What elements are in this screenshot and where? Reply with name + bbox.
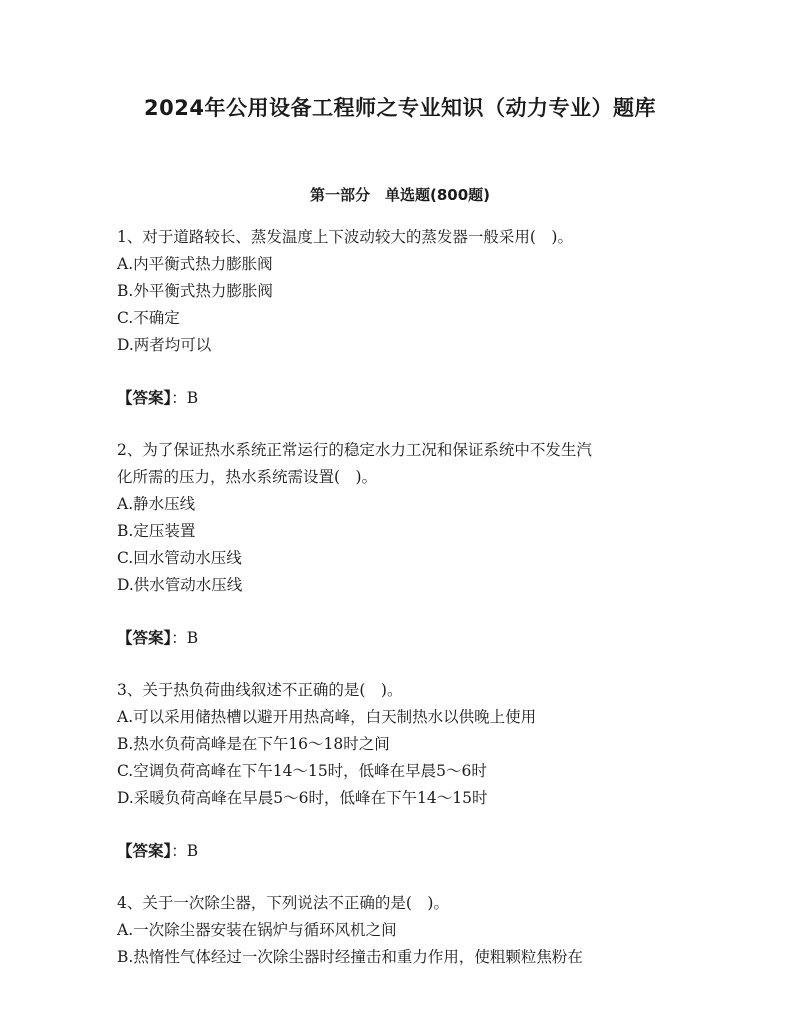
answer-label: 【答案】	[117, 842, 172, 860]
option-c: C.不确定	[117, 309, 180, 327]
answer-line	[117, 838, 677, 865]
question-stem: 3、关于热负荷曲线叙述不正确的是( )。	[117, 681, 403, 699]
question-stem-continued: 化所需的压力，热水系统需设置( )。	[117, 468, 378, 486]
question-stem: 2、为了保证热水系统正常运行的稳定水力工况和保证系统中不发生汽	[117, 441, 592, 459]
option-d: D.两者均可以	[117, 336, 212, 354]
question-stem: 4、关于一次除尘器，下列说法不正确的是( )。	[117, 894, 449, 912]
question-stem: 1、对于道路较长、蒸发温度上下波动较大的蒸发器一般采用( )。	[117, 228, 573, 246]
question-1	[117, 224, 677, 412]
answer-value: ：B	[171, 629, 199, 647]
option-c: C.回水管动水压线	[117, 549, 242, 567]
option-b: B.定压装置	[117, 522, 196, 540]
option-b: B.热惰性气体经过一次除尘器时经撞击和重力作用，使粗颗粒焦粉在	[117, 948, 583, 966]
option-b: B.热水负荷高峰是在下午16～18时之间	[117, 735, 390, 753]
option-a: A.可以采用储热槽以避开用热高峰，白天制热水以供晚上使用	[117, 708, 537, 726]
question-list	[117, 224, 677, 971]
answer-value: ：B	[171, 842, 199, 860]
question-3	[117, 677, 677, 865]
question-4	[117, 890, 677, 971]
answer-value: ：B	[171, 389, 199, 407]
option-d: D.采暖负荷高峰在早晨5～6时，低峰在下午14～15时	[117, 789, 488, 807]
option-a: A.静水压线	[117, 495, 196, 513]
option-c: C.空调负荷高峰在下午14～15时，低峰在早晨5～6时	[117, 762, 487, 780]
answer-line	[117, 625, 677, 652]
answer-line	[117, 385, 677, 412]
answer-label: 【答案】	[117, 629, 172, 647]
document-title: 2024年公用设备工程师之专业知识（动力专业）题库	[144, 96, 656, 120]
option-a: A.内平衡式热力膨胀阀	[117, 255, 273, 273]
answer-label: 【答案】	[117, 389, 172, 407]
option-d: D.供水管动水压线	[117, 576, 243, 594]
question-2	[117, 437, 677, 652]
section-heading: 第一部分 单选题(800题)	[309, 186, 491, 204]
option-b: B.外平衡式热力膨胀阀	[117, 282, 273, 300]
option-a: A.一次除尘器安装在锅炉与循环风机之间	[117, 921, 397, 939]
